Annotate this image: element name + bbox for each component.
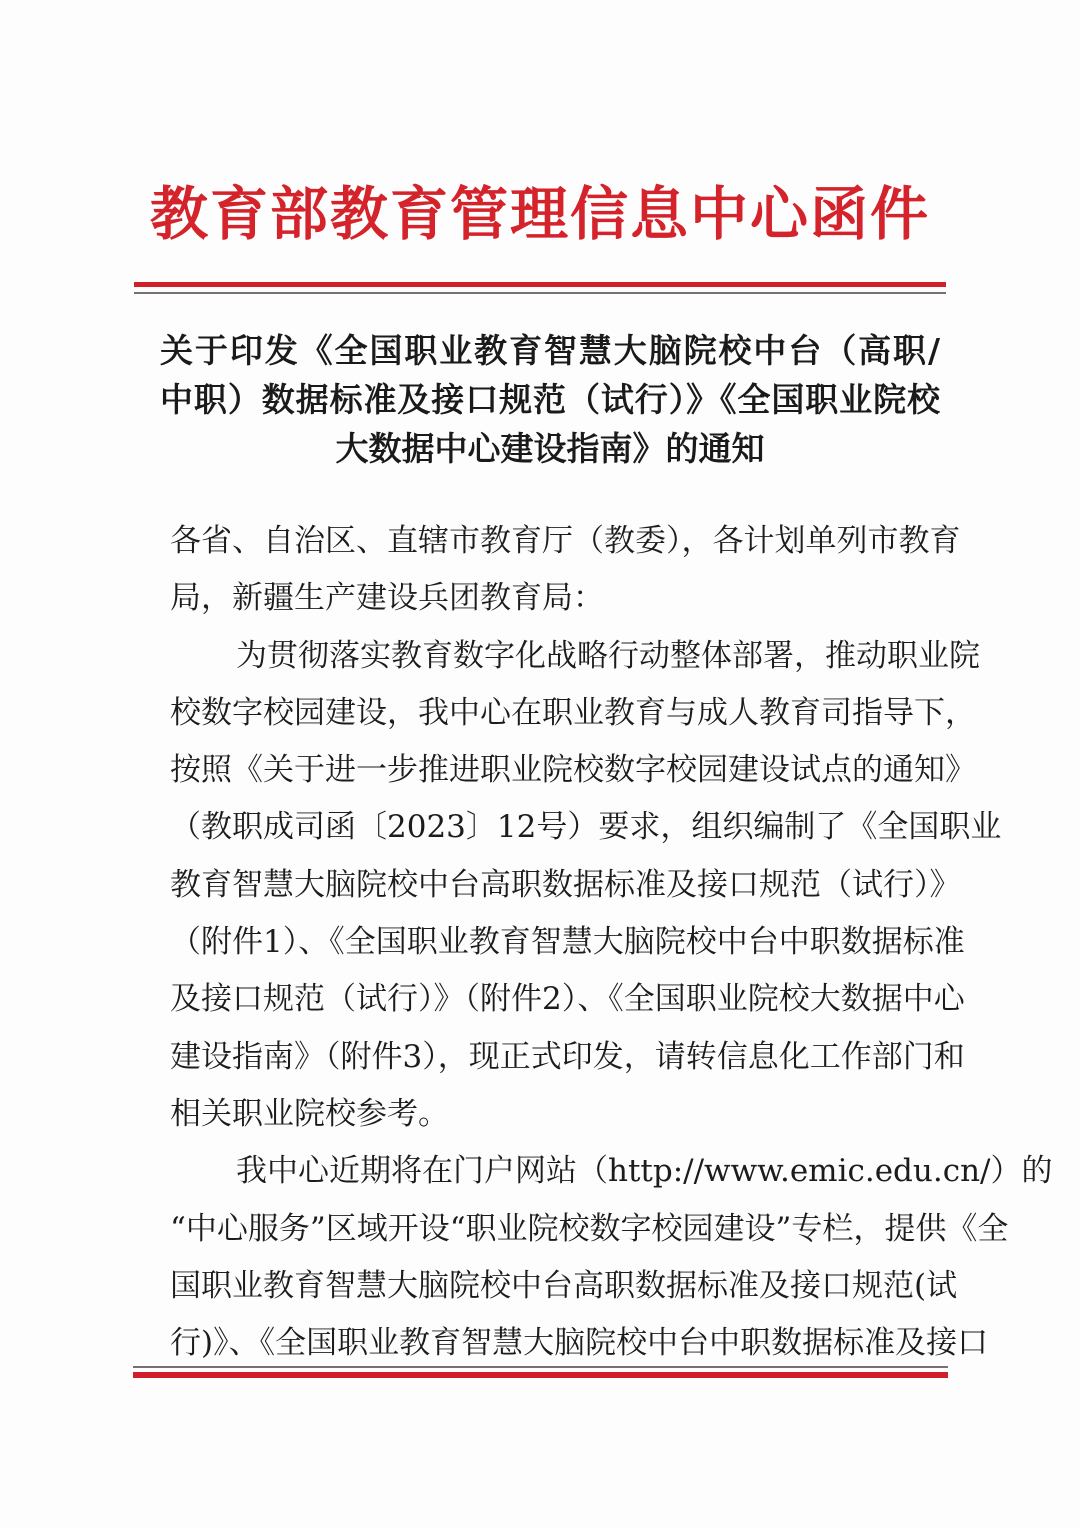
footer-gray-rule: [133, 1366, 948, 1368]
title-line-1: 关于印发《全国职业教育智慧大脑院校中台（高职/: [160, 331, 940, 370]
document-title: [160, 326, 940, 473]
masthead-title: 教育部教育管理信息中心函件: [149, 180, 930, 248]
paragraph1-line-9: 相关职业院校参考。: [170, 1095, 449, 1132]
title-line-2: 中职）数据标准及接口规范（试行）》《全国职业院校: [160, 380, 940, 419]
paragraph1-line-1: 为贯彻落实教育数字化战略行动整体部署，推动职业院: [236, 637, 980, 674]
paragraph1-line-5: 教育智慧大脑院校中台高职数据标准及接口规范（试行）》: [170, 866, 961, 903]
paragraph2-line-1: 我中心近期将在门户网站（http://www.emic.edu.cn/）的: [236, 1153, 1053, 1190]
paragraph1-line-6: （附件1）、《全国职业教育智慧大脑院校中台中职数据标准: [170, 924, 965, 961]
masthead-red-rule: [134, 282, 946, 287]
salutation-line-1: 各省、自治区、直辖市教育厅（教委），各计划单列市教育: [170, 523, 961, 559]
salutation-line-2: 局，新疆生产建设兵团教育局：: [170, 580, 604, 617]
paragraph1-line-7: 及接口规范（试行）》（附件2）、《全国职业院校大数据中心: [170, 981, 965, 1018]
masthead-gray-rule: [134, 292, 946, 294]
paragraph1-line-2: 校数字校园建设，我中心在职业教育与成人教育司指导下，: [170, 694, 976, 731]
footer-red-rule: [133, 1372, 948, 1378]
paragraph2-line-3: 国职业教育智慧大脑院校中台高职数据标准及接口规范(试: [170, 1267, 958, 1304]
paragraph1-line-8: 建设指南》（附件3），现正式印发，请转信息化工作部门和: [170, 1038, 965, 1075]
paragraph1-line-4: （教职成司函〔2023〕12号）要求，组织编制了《全国职业: [170, 809, 1002, 846]
paragraph1-line-3: 按照《关于进一步推进职业院校数字校园建设试点的通知》: [170, 752, 976, 789]
paragraph2-line-4: 行)》、《全国职业教育智慧大脑院校中台中职数据标准及接口: [170, 1325, 989, 1362]
title-line-3: 大数据中心建设指南》的通知: [335, 429, 765, 468]
letter-body: [170, 513, 1053, 1372]
paragraph2-line-2: “中心服务”区域开设“职业院校数字校园建设”专栏，提供《全: [170, 1210, 1009, 1247]
